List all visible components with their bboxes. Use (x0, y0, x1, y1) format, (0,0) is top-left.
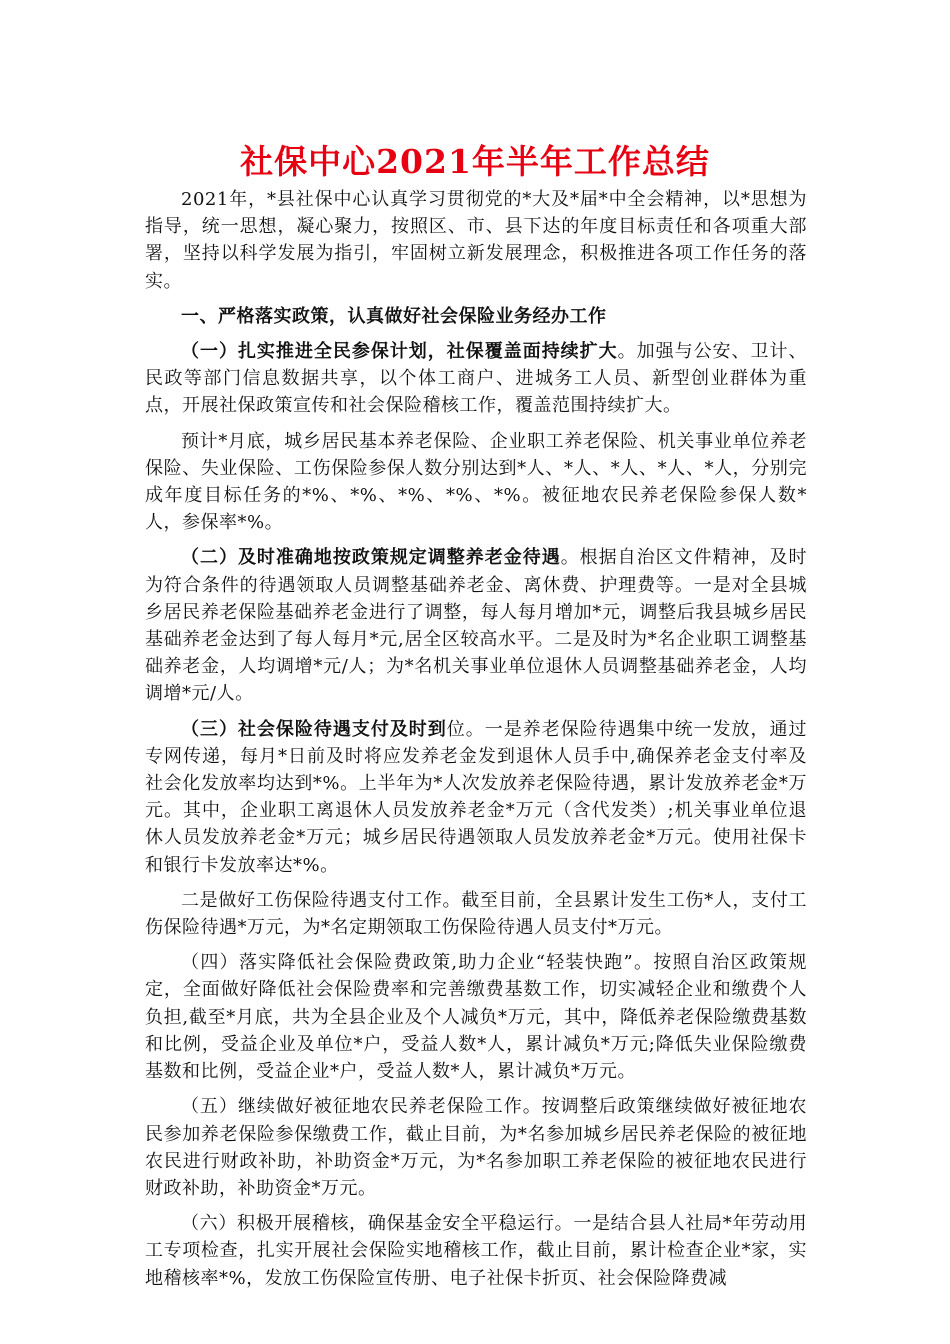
paragraph-pension-adjustment (145, 544, 807, 707)
paragraph-text: 2021年，*县社保中心认真学习贯彻党的*大及*届*中全会精神，以*思想为指导，统一思想，凝心聚力，按照区、市、县下达的年度目标责任和各项重大部署，坚持以科学发展为指引，牢固树立新发展理念，积极推进各项工作任务的落实。 (145, 189, 807, 292)
document-title: 社保中心2021年半年工作总结 (240, 142, 710, 181)
paragraph-fee-reduction (145, 949, 807, 1085)
paragraph-text: 位。一是养老保险待遇集中统一发放，通过专网传递，每月*日前及时将应发养老金发到退休人员手中,确保养老金支付率及社会化发放率均达到*%。上半年为*人次发放养老保险待遇，累计发放养老金*万元。其中，企业职工离退休人员发放养老金*万元（含代发类）;机关事业单位退休人员发放养老金*万元；城乡居民待遇领取人员发放养老金*万元。使用社保卡和银行卡发放率达*%。 (145, 718, 807, 876)
paragraph-text: 。根据自治区文件精神，及时为符合条件的待遇领取人员调整基础养老金、离休费、护理费等。一是对全县城乡居民养老保险基础养老金进行了调整，每人每月增加*元，调整后我县城乡居民基础养老金达到了每人每月*元,居全区较高水平。二是及时为*名企业职工调整基础养老金，人均调增*元/人；为*名机关事业单位退休人员调整基础养老金，人均调增*元/人。 (145, 547, 807, 705)
paragraph-coverage (145, 338, 807, 420)
paragraph-text: 预计*月底，城乡居民基本养老保险、企业职工养老保险、机关事业单位养老保险、失业保险、工伤保险参保人数分别达到*人、*人、*人、*人、*人，分别完成年度目标任务的*%、*%、*%、*%、*%。被征地农民养老保险参保人数*人，参保率*%。 (145, 430, 807, 534)
paragraph-land-farmers (145, 1093, 807, 1202)
document-body (145, 186, 807, 1292)
paragraph-injury-insurance (145, 887, 807, 941)
paragraph-text: 。加强与公安、卫计、民政等部门信息数据共享，以个体工商户、进城务工人员、新型创业群体为重点，开展社保政策宣传和社会保险稽核工作，覆盖范围持续扩大。 (145, 341, 807, 417)
paragraph-text: （六）积极开展稽核，确保基金安全平稳运行。一是结合县人社局*年劳动用工专项检查，扎实开展社会保险实地稽核工作，截止目前，累计检查企业*家，实地稽核率*%，发放工伤保险宣传册、电子社保卡折页、社会保险降费减 (145, 1213, 807, 1289)
paragraph-audit (145, 1210, 807, 1292)
heading-text: 一、严格落实政策，认真做好社会保险业务经办工作 (181, 305, 607, 327)
section-heading-1 (145, 303, 807, 330)
paragraph-enrollment (145, 428, 807, 537)
paragraph-text: （四）落实降低社会保险费政策,助力企业“轻装快跑”。按照自治区政策规定，全面做好降低社会保险费率和完善缴费基数工作，切实减轻企业和缴费个人负担,截至*月底，共为全县企业及个人减负*万元，其中，降低养老保险缴费基数和比例，受益企业及单位*户，受益人数*人，累计减负*万元;降低失业保险缴费基数和比例，受益企业*户，受益人数*人，累计减负*万元。 (145, 952, 807, 1083)
subheading-1: （一）扎实推进全民参保计划，社保覆盖面持续扩大 (181, 341, 618, 363)
paragraph-intro (145, 186, 807, 295)
subheading-3: （三）社会保险待遇支付及时到 (181, 718, 447, 740)
paragraph-benefit-payment (145, 716, 807, 879)
paragraph-text: （五）继续做好被征地农民养老保险工作。按调整后政策继续做好被征地农民参加养老保险参保缴费工作，截止目前，为*名参加城乡居民养老保险的被征地农民进行财政补助，补助资金*万元，为*名参加职工养老保险的被征地农民进行财政补助，补助资金*万元。 (145, 1096, 807, 1199)
paragraph-text: 二是做好工伤保险待遇支付工作。截至目前，全县累计发生工伤*人，支付工伤保险待遇*万元，为*名定期领取工伤保险待遇人员支付*万元。 (145, 889, 807, 939)
subheading-2: （二）及时准确地按政策规定调整养老金待遇 (181, 547, 561, 569)
